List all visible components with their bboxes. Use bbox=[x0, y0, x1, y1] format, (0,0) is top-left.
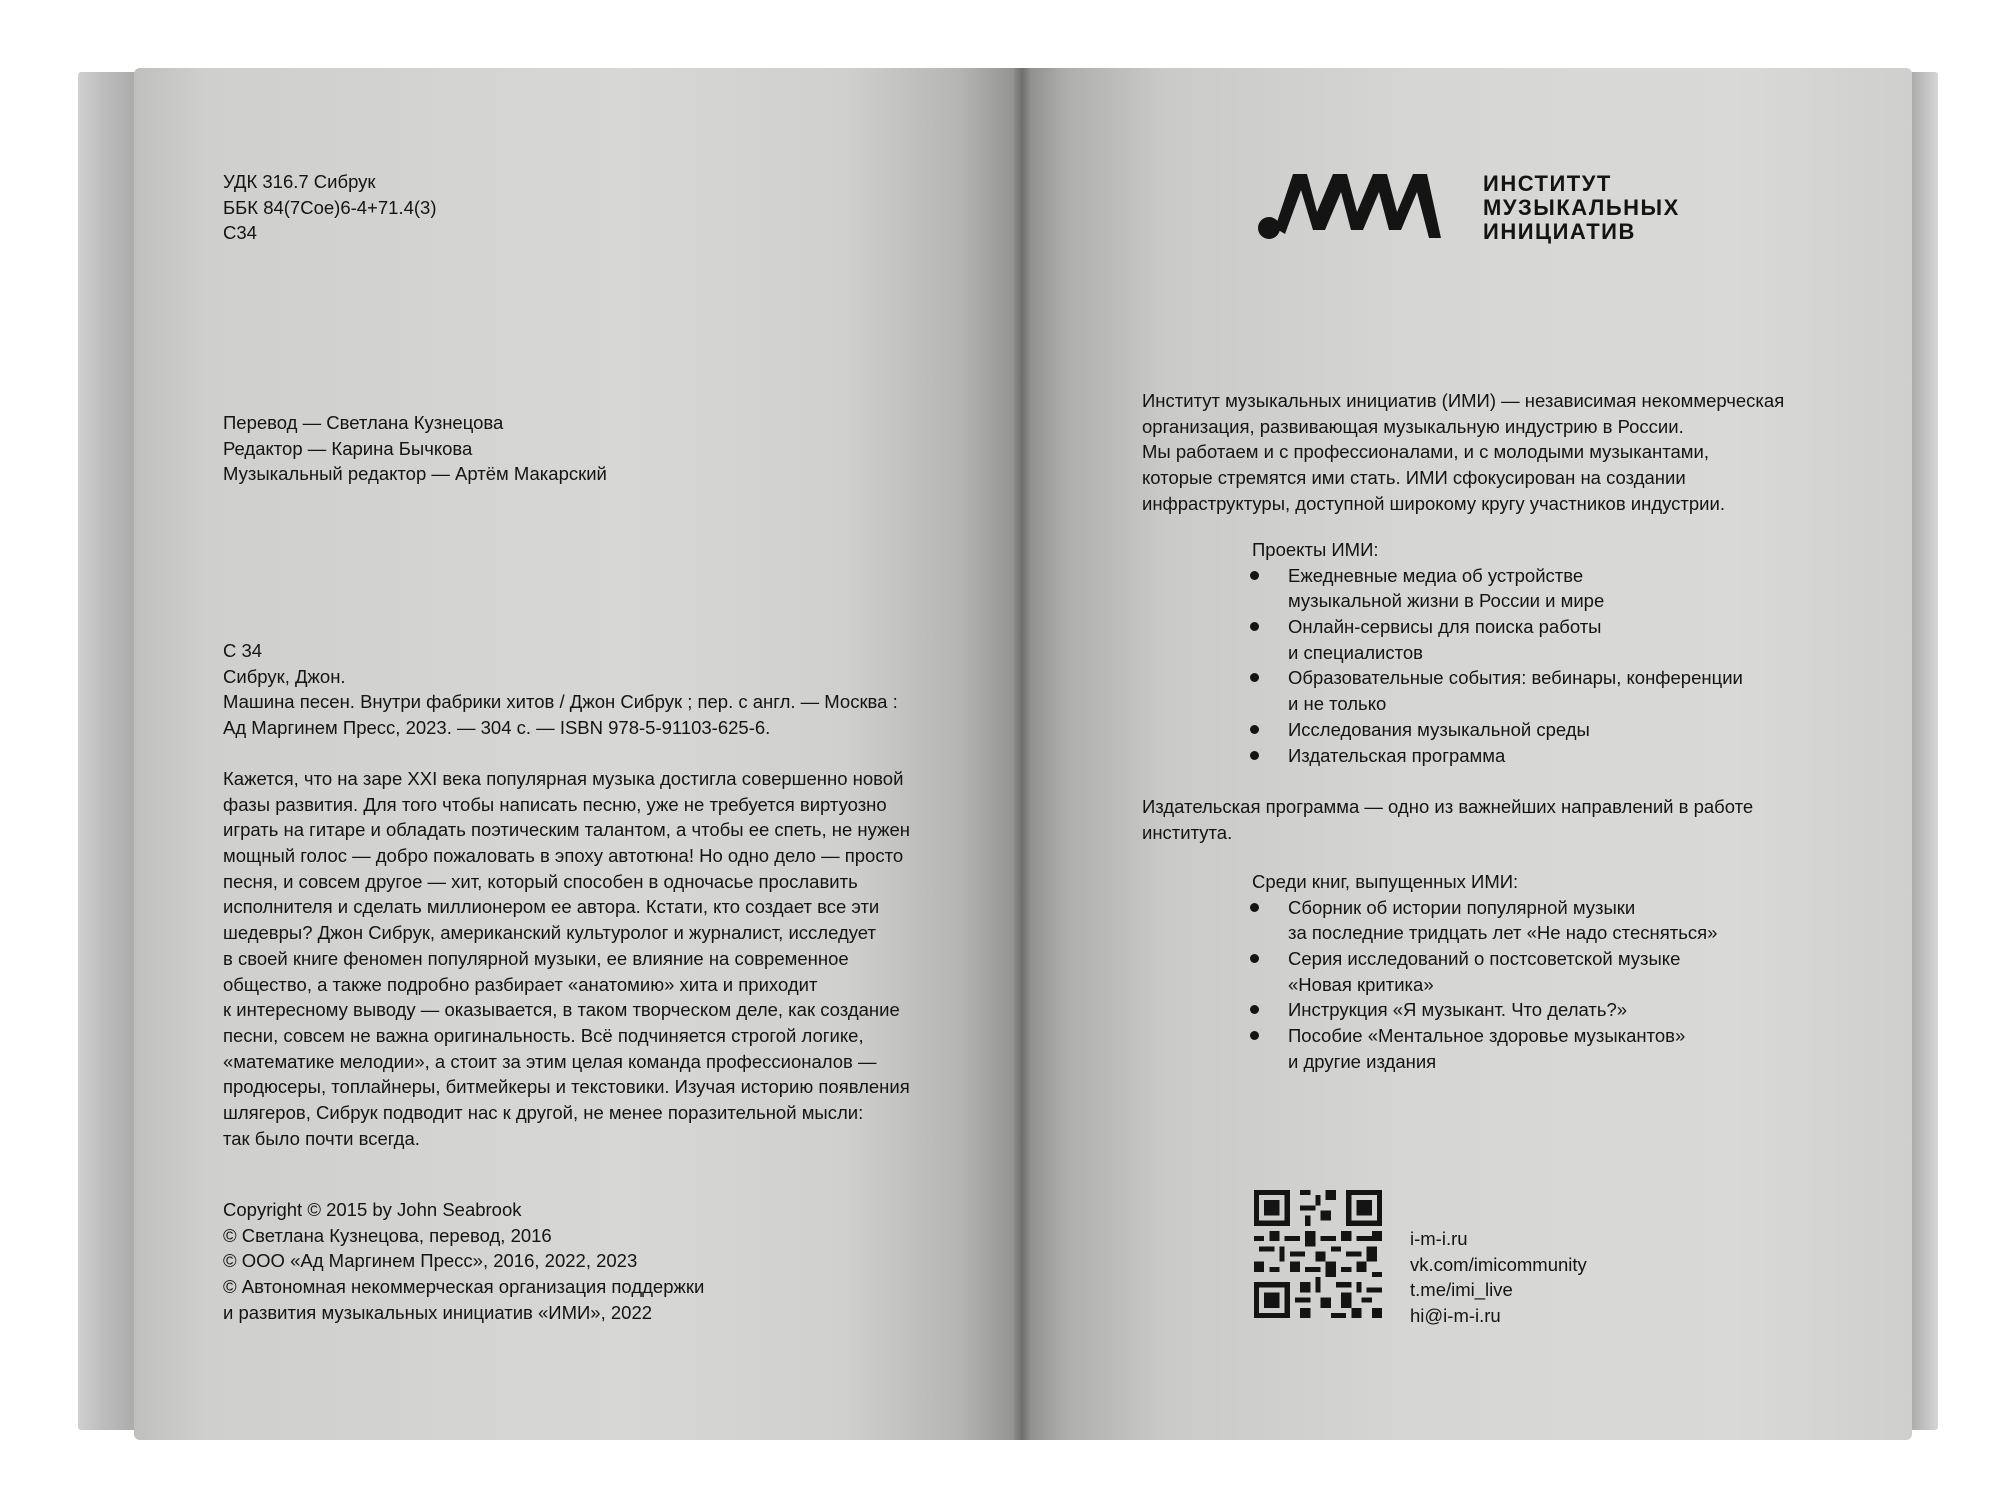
about-paragraph bbox=[1142, 388, 1784, 516]
music-editor-credit: Музыкальный редактор — Артём Макарский bbox=[223, 463, 607, 485]
annotation-line: песня, и совсем другое — хит, который способен в одночасье прославить bbox=[223, 870, 858, 892]
annotation-line: мощный голос — добро пожаловать в эпоху автотюна! Но одно дело — просто bbox=[223, 845, 904, 867]
list-item bbox=[1252, 665, 1743, 716]
logo-word-line: МУЗЫКАЛЬНЫХ bbox=[1483, 195, 1680, 220]
list-item-text: за последние тридцать лет «Не надо стесняться» bbox=[1288, 922, 1718, 944]
telegram-link[interactable]: t.me/imi_live bbox=[1410, 1279, 1513, 1301]
bullet-icon bbox=[1250, 622, 1259, 631]
credits-block bbox=[223, 410, 607, 487]
list-item bbox=[1252, 997, 1717, 1023]
list-item bbox=[1252, 946, 1717, 997]
copyright-line: © Светлана Кузнецова, перевод, 2016 bbox=[223, 1224, 552, 1246]
catalog-record bbox=[223, 638, 898, 741]
list-item bbox=[1252, 717, 1743, 743]
copyright-line: © Автономная некоммерческая организация поддержки bbox=[223, 1276, 705, 1298]
list-item bbox=[1252, 895, 1717, 946]
list-item-text: Инструкция «Я музыкант. Что делать?» bbox=[1288, 999, 1628, 1021]
logo-word-line: ИНСТИТУТ bbox=[1483, 171, 1612, 196]
list-item-text: Онлайн-сервисы для поиска работы bbox=[1288, 616, 1602, 638]
bullet-icon bbox=[1250, 725, 1259, 734]
about-line: Мы работаем и с профессионалами, и с молодыми музыкантами, bbox=[1142, 441, 1709, 463]
contacts-block bbox=[1410, 1226, 1587, 1329]
copyright-line: Copyright © 2015 by John Seabrook bbox=[223, 1199, 522, 1220]
list-item-text: музыкальной жизни в России и мире bbox=[1288, 590, 1605, 612]
about-line: которые стремятся ими стать. ИМИ сфокусирован на создании bbox=[1142, 467, 1686, 489]
list-item bbox=[1252, 614, 1743, 665]
copyright-block bbox=[223, 1197, 704, 1325]
copyright-line: и развития музыкальных инициатив «ИМИ», 2022 bbox=[223, 1301, 653, 1323]
catalog-line: Сибрук, Джон. bbox=[223, 665, 346, 687]
logo-zigzag bbox=[1275, 174, 1441, 238]
annotation-paragraph bbox=[223, 766, 910, 1151]
catalog-line: Ад Маргинем Пресс, 2023. — 304 с. — ISBN 978-5-91103-625-6. bbox=[223, 717, 771, 739]
email-link[interactable]: hi@i-m-i.ru bbox=[1410, 1305, 1501, 1327]
list-item-text: Серия исследований о постсоветской музыке bbox=[1288, 948, 1681, 970]
annotation-line: шедевры? Джон Сибрук, американский культуролог и журналист, исследует bbox=[223, 922, 876, 944]
list-item-text: Ежедневные медиа об устройстве bbox=[1288, 564, 1584, 586]
annotation-line: в своей книге феномен популярной музыки, ее влияние на современное bbox=[223, 947, 849, 969]
list-item-text: и специалистов bbox=[1288, 641, 1424, 663]
classification-codes bbox=[223, 169, 436, 246]
bullet-icon bbox=[1250, 1005, 1259, 1014]
list-item-text: Издательская программа bbox=[1288, 744, 1506, 766]
annotation-line: к интересному выводу — оказывается, в таком творческом деле, как создание bbox=[223, 999, 900, 1021]
bullet-icon bbox=[1250, 954, 1259, 963]
annotation-line: фазы развития. Для того чтобы написать песню, уже не требуется виртуозно bbox=[223, 793, 887, 815]
about-line: инфраструктуры, доступной широкому кругу участников индустрии. bbox=[1142, 492, 1725, 514]
annotation-line: «математике мелодии», а стоит за этим целая команда профессионалов — bbox=[223, 1050, 877, 1072]
annotation-line: играть на гитаре и обладать поэтическим талантом, а чтобы ее спеть, не нужен bbox=[223, 819, 910, 841]
udk-line: УДК 316.7 Сибрук bbox=[223, 171, 376, 192]
bullet-icon bbox=[1250, 673, 1259, 682]
annotation-line: Кажется, что на заре XXI века популярная музыка достигла совершенно новой bbox=[223, 768, 904, 789]
right-page-edges bbox=[1910, 72, 1938, 1430]
list-item bbox=[1252, 743, 1743, 769]
bullet-icon bbox=[1250, 903, 1259, 912]
bullet-icon bbox=[1250, 1031, 1259, 1040]
left-page-edges bbox=[78, 72, 140, 1430]
catalog-line: С 34 bbox=[223, 640, 263, 661]
translator-credit: Перевод — Светлана Кузнецова bbox=[223, 412, 504, 433]
qr-code-icon bbox=[1254, 1190, 1382, 1318]
vk-link[interactable]: vk.com/imicommunity bbox=[1410, 1253, 1587, 1275]
annotation-line: шлягеров, Сибрук подводит нас к другой, не менее поразительной мысли: bbox=[223, 1101, 864, 1123]
copyright-line: © ООО «Ад Маргинем Пресс», 2016, 2022, 2023 bbox=[223, 1250, 638, 1272]
bbk-line: ББК 84(7Сое)6-4+71.4(3) bbox=[223, 196, 437, 218]
list-item-text: Сборник об истории популярной музыки bbox=[1288, 896, 1636, 918]
annotation-line: так было почти всегда. bbox=[223, 1127, 420, 1149]
list-item-text: и не только bbox=[1288, 693, 1387, 715]
bullet-icon bbox=[1250, 751, 1259, 760]
publishing-line: института. bbox=[1142, 821, 1233, 843]
logo-wordmark bbox=[1483, 172, 1680, 244]
bullet-icon bbox=[1250, 571, 1259, 580]
list-item-text: Исследования музыкальной среды bbox=[1288, 718, 1590, 740]
list-item bbox=[1252, 563, 1743, 614]
list-item bbox=[1252, 1023, 1717, 1074]
publishing-line: Издательская программа — одно из важнейших направлений в работе bbox=[1142, 796, 1754, 817]
annotation-line: общество, а также подробно разбирает «анатомию» хита и приходит bbox=[223, 973, 818, 995]
books-heading: Среди книг, выпущенных ИМИ: bbox=[1252, 871, 1519, 892]
author-mark-line: С34 bbox=[223, 222, 257, 244]
publishing-paragraph bbox=[1142, 794, 1753, 845]
list-item-text: Пособие «Ментальное здоровье музыкантов» bbox=[1288, 1025, 1686, 1047]
about-line: организация, развивающая музыкальную индустрию в России. bbox=[1142, 415, 1684, 437]
catalog-line: Машина песен. Внутри фабрики хитов / Джон Сибрук ; пер. с англ. — Москва : bbox=[223, 691, 898, 713]
annotation-line: продюсеры, топлайнеры, битмейкеры и текстовики. Изучая историю появления bbox=[223, 1076, 910, 1098]
projects-heading: Проекты ИМИ: bbox=[1252, 539, 1379, 560]
logo-word-line: ИНИЦИАТИВ bbox=[1483, 219, 1636, 244]
editor-credit: Редактор — Карина Бычкова bbox=[223, 437, 473, 459]
projects-list bbox=[1252, 537, 1743, 768]
book-gutter bbox=[1014, 68, 1030, 1440]
list-item-text: «Новая критика» bbox=[1288, 973, 1434, 995]
list-item-text: Образовательные события: вебинары, конференции bbox=[1288, 667, 1743, 689]
annotation-line: песни, совсем не важна оригинальность. Всё подчиняется строгой логике, bbox=[223, 1024, 864, 1046]
books-list bbox=[1252, 869, 1717, 1075]
website-link[interactable]: i-m-i.ru bbox=[1410, 1228, 1468, 1249]
list-item-text: и другие издания bbox=[1288, 1050, 1437, 1072]
about-line: Институт музыкальных инициатив (ИМИ) — независимая некоммерческая bbox=[1142, 390, 1785, 411]
annotation-line: исполнителя и сделать миллионером ее автора. Кстати, кто создает все эти bbox=[223, 896, 880, 918]
